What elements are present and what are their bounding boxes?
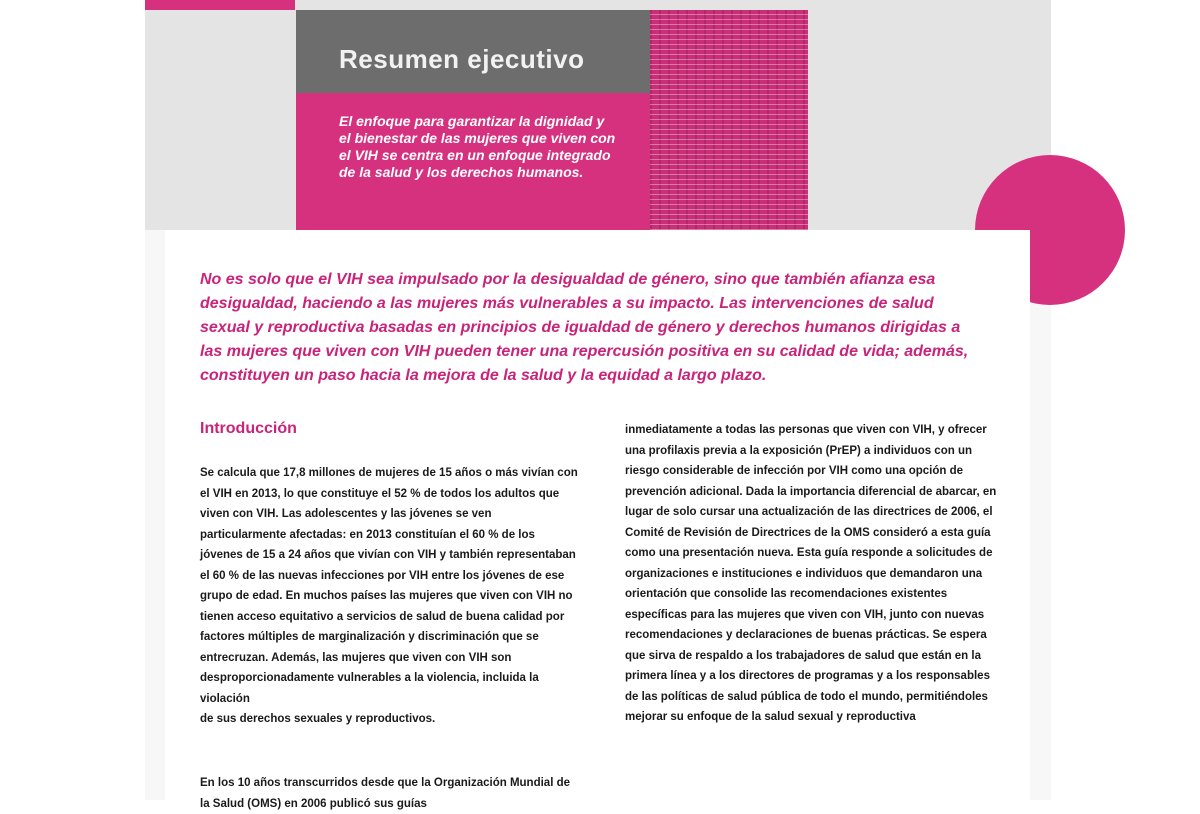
intro-right-column: inmediatamente a todas las personas que viven con VIH, y ofrecer una profilaxis previa a la exposición (PrEP) a individuos con un riesgo considerable de infección por VIH como una opción de prevención adicional. Dada la importancia diferencial de abarcar, en lugar de solo cursar una actualización de las directrices de 2006, el Comité de Revisión de Directrices de la OMS consideró a esta guía como una presentación nueva. Esta guía responde a solicitudes de organizaciones e instituciones e individuos que demandaron una orientación que consolide las recomendaciones existentes específicas para las mujeres que viven con VIH, junto con nuevas recomendaciones y declaraciones de buenas prácticas. Se espera que sirva de respaldo a los trabajadores de salud que están en la primera línea y a los directores de programas y a los responsables de las políticas de salud pública de todo el mundo, permitiéndoles mejorar su enfoque de la salud sexual y reproductiva: [625, 424, 997, 723]
top-accent-tab: [145, 0, 295, 10]
summary-header: [296, 10, 650, 93]
intro-left-paragraph-2: En los 10 años transcurridos desde que la Organización Mundial de la Salud (OMS) en 2006 publicó sus guías: [200, 777, 571, 810]
summary-title: Resumen ejecutivo: [339, 44, 585, 74]
decorative-photo: [650, 10, 808, 230]
lead-paragraph: No es solo que el VIH sea impulsado por la desigualdad de género, sino que también afianza esa desigualdad, haciendo a las mujeres más vulnerables a su impacto. Las intervenciones de salud sexual y reproductiva basadas en principios de igualdad de género y derechos humanos dirigidas a las mujeres que viven con VIH pueden tener una repercusión positiva en su calidad de vida; además, constituyen un paso hacia la mejora de la salud y la equidad a largo plazo.: [200, 271, 969, 384]
summary-box: [296, 93, 650, 230]
intro-left-paragraph-end: de sus derechos sexuales y reproductivos.: [200, 713, 436, 725]
intro-left-paragraph-body: Se calcula que 17,8 millones de mujeres de 15 años o más vivían con el VIH en 2013, lo que constituye el 52 % de todos los adultos que viven con VIH. Las adolescentes y las jóvenes se ven particularmente afectadas: en 2013 constituían el 60 % de los jóvenes de 15 a 24 años que vivían con VIH y también representaban el 60 % de las nuevas infecciones por VIH entre los jóvenes de ese grupo de edad. En muchos países las mujeres que viven con VIH no tienen acceso equitativo a servicios de salud de buena calidad por factores múltiples de marginalización y discriminación que se entrecruzan. Además, las mujeres que viven con VIH son desproporcionadamente vulnerables a la violencia, incluida la violación: [200, 467, 578, 705]
intro-left-paragraph: [200, 463, 580, 730]
summary-text: El enfoque para garantizar la dignidad y el bienestar de las mujeres que viven con el VIH se centra en un enfoque integrado de la salud y los derechos humanos.: [339, 113, 616, 180]
section-heading-introduction: Introducción: [200, 420, 297, 437]
